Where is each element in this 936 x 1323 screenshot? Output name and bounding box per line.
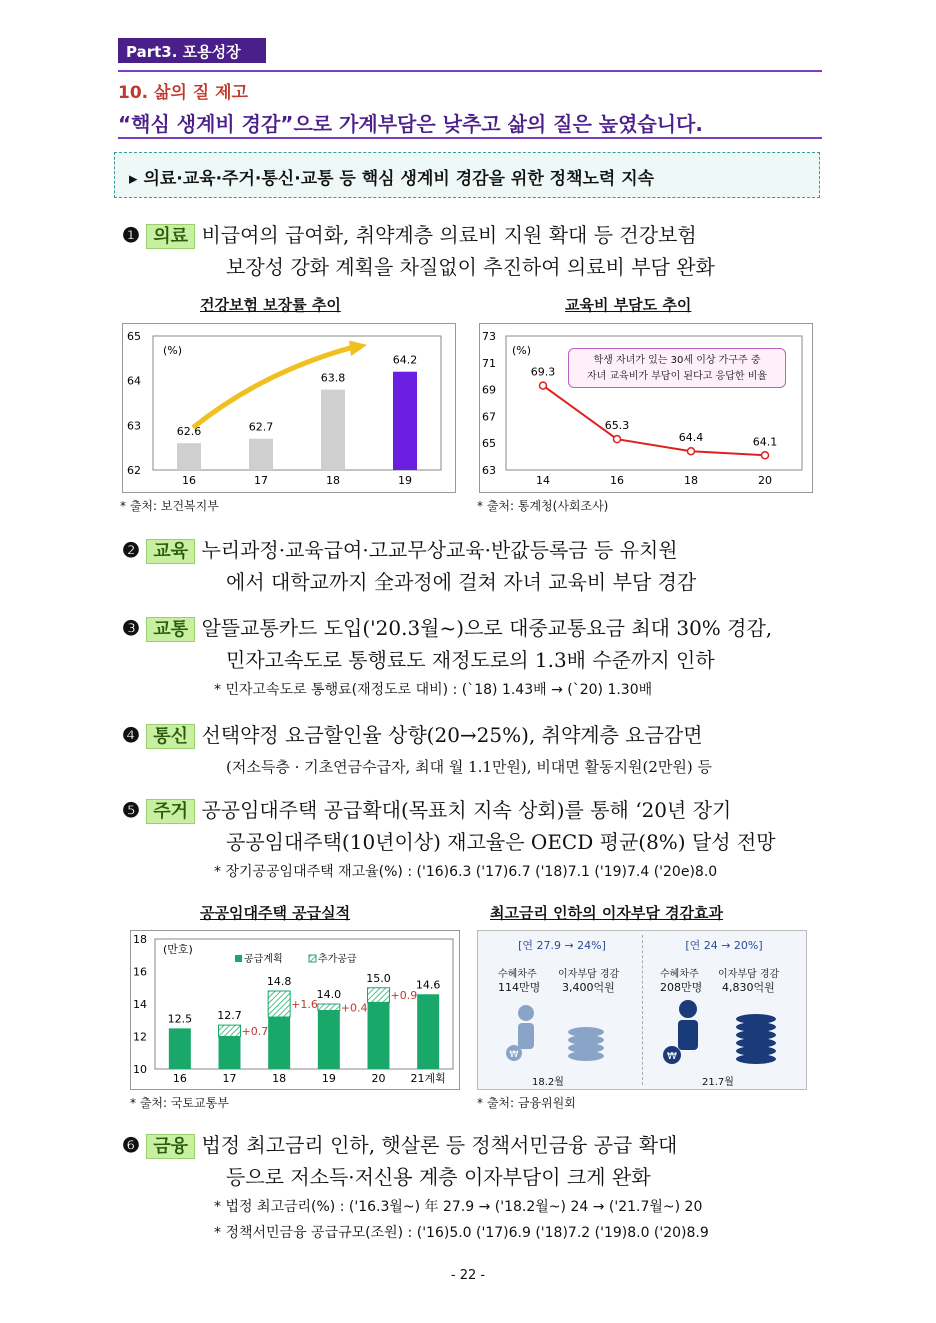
y-tick-label: 63 — [127, 419, 141, 433]
chart-annotation: 학생 자녀가 있는 30세 이상 가구주 중 자녀 교육비가 부담이 된다고 응답한 비율 — [568, 348, 786, 388]
bar-plan — [417, 994, 439, 1069]
unit-label: (만호) — [163, 943, 193, 956]
x-tick-label: 20 — [758, 474, 772, 487]
x-tick-label: 18 — [684, 474, 698, 487]
item-number: ❻ — [122, 1133, 140, 1157]
item-line: 법정 최고금리 인하, 햇살론 등 정책서민금융 공급 확대 — [201, 1133, 678, 1157]
item-line: 보장성 강화 계획을 차질없이 추진하여 의료비 부담 완화 — [226, 255, 715, 279]
item-number: ❶ — [122, 223, 140, 247]
person-coins-icon — [656, 997, 796, 1067]
item-line: 공공임대주택 공급확대(목표치 지속 상회)를 통해 ‘20년 장기 — [201, 798, 732, 822]
x-tick-label: 17 — [254, 474, 268, 487]
beneficiary-value: 208만명 — [660, 981, 703, 994]
relief-header: 이자부담 경감 — [558, 969, 620, 980]
x-tick-label: 20 — [371, 1072, 386, 1085]
y-tick-label: 12 — [133, 1030, 147, 1044]
item-transport — [122, 613, 827, 699]
section-title: 10. 삶의 질 제고 — [118, 83, 248, 103]
item-number: ❹ — [122, 723, 140, 747]
item-line: 선택약정 요금할인율 상향(20→25%), 취약계층 요금감면 — [201, 723, 703, 747]
x-tick-label: 19 — [321, 1072, 336, 1085]
bar — [321, 390, 345, 470]
beneficiary-header: 수혜차주 — [498, 969, 537, 980]
person-coins-icon — [496, 1001, 626, 1066]
arrow-head — [349, 340, 367, 356]
item-housing — [122, 795, 827, 881]
date-label: 21.7월 — [702, 1077, 734, 1088]
chart-title: 교육비 부담도 추이 — [565, 296, 692, 314]
item-line: 누리과정·교육급여·고교무상교육·반값등록금 등 유치원 — [201, 538, 678, 562]
data-label: 65.3 — [604, 419, 630, 433]
add-label: +0.9 — [390, 989, 418, 1003]
add-label: +0.7 — [241, 1024, 269, 1038]
x-tick-label: 17 — [222, 1072, 237, 1085]
item-line: 비급여의 급여화, 취약계층 의료비 지원 확대 등 건강보험 — [201, 223, 697, 247]
data-point — [688, 448, 695, 455]
bar-extra — [268, 991, 290, 1017]
y-tick-label: 69 — [482, 383, 496, 397]
y-tick-label: 16 — [133, 965, 147, 979]
y-tick-label: 63 — [482, 464, 496, 477]
chart-svg — [131, 931, 461, 1091]
relief-header: 이자부담 경감 — [718, 969, 780, 980]
item-medical — [122, 220, 827, 282]
y-tick-label: 64 — [127, 374, 141, 388]
data-label: 63.8 — [320, 371, 346, 385]
x-tick-label: 16 — [172, 1072, 187, 1085]
item-finance — [122, 1130, 827, 1242]
svg-text:₩: ₩ — [509, 1050, 519, 1060]
data-label: 14.8 — [266, 975, 292, 988]
bar-extra — [318, 1004, 340, 1011]
data-label: 69.3 — [530, 365, 556, 379]
item-note: * 민자고속도로 통행료(재정도로 대비) : (`18) 1.43배 → (`20) 1.30배 — [214, 682, 653, 698]
x-tick-label: 19 — [398, 474, 412, 487]
x-tick-label: 16 — [610, 474, 624, 487]
unit-label: (%) — [163, 344, 183, 357]
item-line: 등으로 저소득·저신용 계층 이자부담이 크게 완화 — [226, 1165, 651, 1189]
y-tick-label: 65 — [482, 437, 496, 451]
data-label: 64.1 — [752, 435, 778, 449]
y-tick-label: 10 — [133, 1063, 147, 1076]
data-label: 64.2 — [392, 353, 418, 367]
relief-value: 3,400억원 — [562, 981, 615, 994]
data-label: 62.6 — [176, 425, 202, 439]
item-line: (저소득층 · 기초연금수급자, 최대 월 1.1만원), 비대면 활동지원(2만원) 등 — [226, 758, 712, 776]
y-tick-label: 62 — [127, 464, 141, 477]
item-number: ❺ — [122, 798, 140, 822]
relief-value: 4,830억원 — [722, 981, 775, 994]
y-tick-label: 71 — [482, 356, 496, 370]
data-point — [614, 436, 621, 443]
bar-plan — [219, 1037, 241, 1070]
bar-plan — [268, 1017, 290, 1069]
item-line: 에서 대학교까지 全과정에 걸쳐 자녀 교육비 부담 경감 — [226, 570, 697, 594]
item-line: 알뜰교통카드 도입('20.3월~)으로 대중교통요금 최대 30% 경감, — [201, 616, 773, 640]
beneficiary-header: 수혜차주 — [660, 969, 699, 980]
item-note: * 장기공공임대주택 재고율(%) : ('16)6.3 ('17)6.7 ('18)7.1 ('19)7.4 ('20e)8.0 — [214, 864, 718, 880]
chart-public-housing — [130, 930, 460, 1090]
part-tag: Part3. 포용성장 — [118, 38, 266, 63]
y-tick-label: 67 — [482, 410, 496, 424]
x-tick-label: 16 — [182, 474, 196, 487]
headline: “핵심 생계비 경감”으로 가계부담은 낮추고 삶의 질은 높였습니다. — [118, 112, 703, 136]
chart-health-coverage — [122, 323, 456, 493]
legend-label: 공급계획 — [244, 954, 283, 965]
x-tick-label: 18 — [326, 474, 340, 487]
legend-swatch — [235, 955, 242, 962]
data-point — [762, 452, 769, 459]
interest-relief-box — [477, 930, 807, 1090]
legend-label: 추가공급 — [318, 954, 357, 965]
bar-plan — [368, 1002, 390, 1069]
item-tag: 교통 — [146, 617, 195, 642]
summary-box: ▸ 의료·교육·주거·통신·교통 등 핵심 생계비 경감을 위한 정책노력 지속 — [114, 152, 820, 198]
source: * 출처: 보건복지부 — [120, 499, 219, 513]
x-tick-label: 21계획 — [410, 1072, 446, 1085]
data-label: 12.7 — [217, 1009, 242, 1023]
data-label: 14.6 — [415, 978, 441, 992]
bar — [249, 439, 273, 470]
source: * 출처: 통계청(사회조사) — [477, 499, 609, 513]
item-number: ❸ — [122, 616, 140, 640]
item-line: 민자고속도로 통행료도 재정도로의 1.3배 수준까지 인하 — [226, 648, 715, 672]
divider — [118, 137, 822, 139]
item-tag: 의료 — [146, 224, 195, 249]
item-line: 공공임대주택(10년이상) 재고율은 OECD 평균(8%) 달성 전망 — [226, 830, 776, 854]
bar — [393, 372, 417, 470]
divider — [642, 935, 643, 1085]
svg-text:₩: ₩ — [667, 1051, 677, 1062]
item-tag: 교육 — [146, 539, 195, 564]
data-point — [540, 382, 547, 389]
item-telecom — [122, 720, 827, 782]
bar-plan — [169, 1028, 191, 1069]
legend-swatch — [309, 955, 316, 962]
data-label: 15.0 — [366, 971, 391, 985]
bar-extra — [219, 1025, 241, 1036]
item-tag: 통신 — [146, 724, 195, 749]
chart-title: 최고금리 인하의 이자부담 경감효과 — [490, 904, 724, 922]
series-line — [543, 386, 765, 456]
source: * 출처: 국토교통부 — [130, 1096, 229, 1110]
chart-svg — [123, 324, 457, 494]
bar-plan — [318, 1011, 340, 1070]
divider — [118, 70, 822, 72]
beneficiary-value: 114만명 — [498, 981, 541, 994]
data-label: 62.7 — [248, 420, 274, 434]
add-label: +0.4 — [340, 1001, 368, 1015]
chart-title: 공공임대주택 공급실적 — [200, 904, 351, 922]
item-tag: 주거 — [146, 799, 195, 824]
page-number: - 22 - — [450, 1268, 486, 1283]
data-label: 12.5 — [167, 1012, 193, 1026]
item-note: * 법정 최고금리(%) : ('16.3월~) 年 27.9 → ('18.2월~) 24 → ('21.7월~) 20 — [214, 1199, 703, 1215]
bar-extra — [368, 988, 390, 1003]
date-label: 18.2월 — [532, 1077, 564, 1088]
item-note: * 정책서민금융 공급규모(조원) : ('16)5.0 ('17)6.9 ('18)7.2 ('19)8.0 ('20)8.9 — [214, 1225, 709, 1241]
unit-label: (%) — [512, 344, 532, 357]
y-tick-label: 73 — [482, 330, 496, 343]
y-tick-label: 18 — [133, 933, 147, 946]
x-tick-label: 14 — [536, 474, 550, 487]
data-label: 64.4 — [678, 431, 704, 445]
data-label: 14.0 — [316, 988, 342, 1001]
range-label: [연 27.9 → 24%] — [518, 939, 606, 952]
item-tag: 금융 — [146, 1134, 195, 1159]
bar — [177, 443, 201, 470]
source: * 출처: 금융위원회 — [477, 1096, 576, 1110]
x-tick-label: 18 — [272, 1072, 287, 1085]
chart-title: 건강보험 보장률 추이 — [200, 296, 341, 314]
y-tick-label: 65 — [127, 330, 141, 343]
item-number: ❷ — [122, 538, 140, 562]
add-label: +1.6 — [291, 998, 318, 1011]
range-label: [연 24 → 20%] — [685, 939, 763, 952]
item-education — [122, 535, 827, 597]
y-tick-label: 14 — [133, 998, 147, 1011]
